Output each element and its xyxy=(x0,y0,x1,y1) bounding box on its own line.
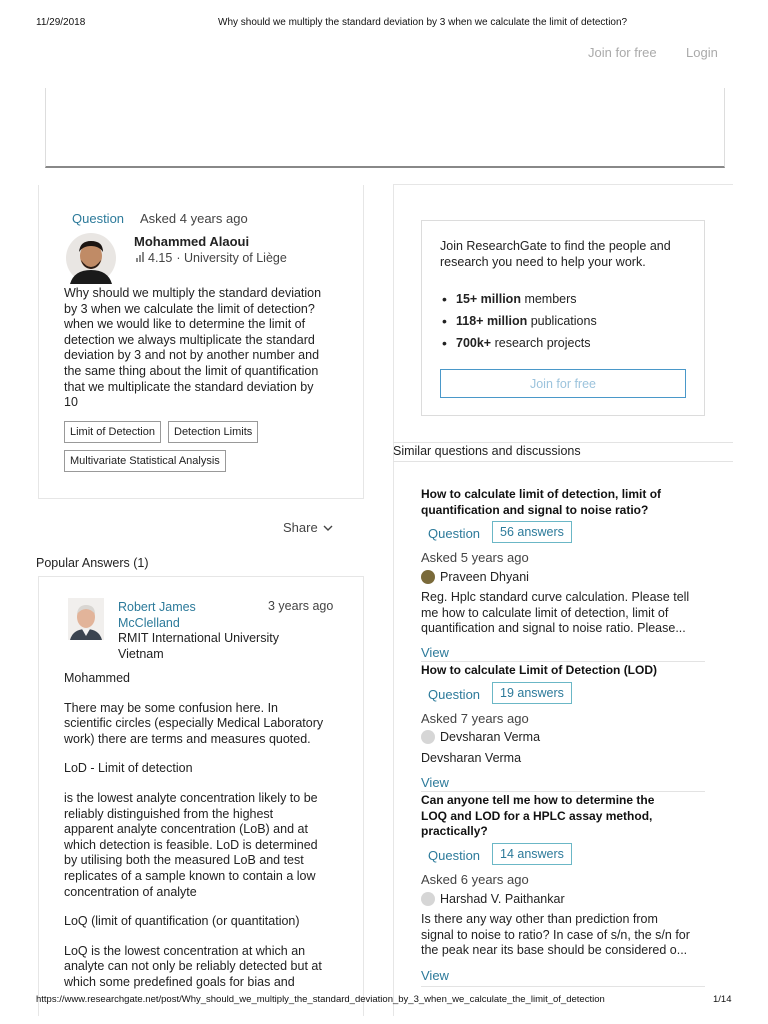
question-type-label: Question xyxy=(72,211,125,226)
similar-author[interactable]: Harshad V. Paithankar xyxy=(421,892,565,906)
similar-excerpt: Is there any way other than prediction from signal to noise to ratio? In case of s/n, the s/n for the peak near its base should be considered o... xyxy=(421,912,690,958)
join-for-free-link[interactable]: Join for free xyxy=(588,45,657,60)
similar-question-type: Question xyxy=(428,687,481,702)
user-avatar-icon xyxy=(421,730,435,744)
user-avatar-icon xyxy=(421,892,435,906)
answerer-name[interactable]: Robert James McClelland xyxy=(118,600,196,630)
view-link[interactable]: View xyxy=(421,775,449,790)
print-page-number: 1/14 xyxy=(713,994,732,1005)
login-link[interactable]: Login xyxy=(686,45,718,60)
similar-author[interactable]: Devsharan Verma xyxy=(421,730,540,744)
answers-count-badge[interactable]: 14 answers xyxy=(492,843,572,865)
share-label: Share xyxy=(283,520,318,535)
question-body: Why should we multiply the standard deviation by 3 when we calculate the limit of detection? when we would like to determine the limit of detection we always multiplicate the standard deviation by 3 and not by another number and the same thing about the limit of quantification that we multiplicate the standard deviation by 10 xyxy=(64,286,322,410)
tag-detection-limits[interactable]: Detection Limits xyxy=(168,421,258,443)
similar-question-type: Question xyxy=(428,526,481,541)
stat-publications: • 118+ million publications xyxy=(440,314,597,328)
question-author-name[interactable]: Mohammed Alaoui xyxy=(134,234,250,249)
answers-count-badge[interactable]: 56 answers xyxy=(492,521,572,543)
question-asked-time: Asked 4 years ago xyxy=(140,211,248,226)
stat-research-projects: • 700k+ research projects xyxy=(440,336,597,350)
similar-question-type: Question xyxy=(428,848,481,863)
answerer-avatar[interactable] xyxy=(68,598,104,640)
similar-asked-time: Asked 7 years ago xyxy=(421,711,529,726)
author-avatar[interactable] xyxy=(66,232,116,284)
tag-multivariate-statistical-analysis[interactable]: Multivariate Statistical Analysis xyxy=(64,450,226,472)
answer-body: Mohammed There may be some confusion here. In scientific circles (especially Medical Laboratory work) there are terms and measures quoted. LoD - Limit of detection is the lowest analyte concentration likely to be reliably distinguished from the highest apparent analyte concentration (LoB) and at which detection is feasible. LoD is determined by utilising both the measured LoB and test replicates of a sample known to contain a low concentration of analyte LoQ (limit of quantification (or quantitation) LoQ is the lowest concentration at which an analyte can not only be reliably detected but at which some predefined goals for bias and xyxy=(64,671,324,989)
join-intro: Join ResearchGate to find the people and research you need to help your work. xyxy=(440,239,671,269)
tag-limit-of-detection[interactable]: Limit of Detection xyxy=(64,421,161,443)
divider xyxy=(421,986,705,987)
join-for-free-button[interactable]: Join for free xyxy=(440,369,686,398)
score-bars-icon xyxy=(136,252,144,262)
print-date: 11/29/2018 xyxy=(36,17,86,28)
chevron-down-icon xyxy=(323,520,333,535)
similar-excerpt: Devsharan Verma xyxy=(421,751,522,765)
author-affiliation: · University of Liège xyxy=(176,251,287,265)
share-button[interactable] xyxy=(283,520,333,535)
divider xyxy=(393,442,733,443)
similar-heading: Similar questions and discussions xyxy=(393,444,581,458)
author-meta xyxy=(136,251,287,265)
divider xyxy=(393,461,733,462)
divider xyxy=(421,661,705,662)
author-score: 4.15 xyxy=(148,251,173,265)
answers-count-badge[interactable]: 19 answers xyxy=(492,682,572,704)
join-stats-list xyxy=(440,292,597,358)
answer-time: 3 years ago xyxy=(268,599,334,613)
stat-members: • 15+ million members xyxy=(440,292,597,306)
divider xyxy=(421,791,705,792)
similar-excerpt: Reg. Hplc standard curve calculation. Please tell me how to calculate limit of detection, limit of quantification and signal to noise ratio. Please... xyxy=(421,590,690,636)
similar-asked-time: Asked 5 years ago xyxy=(421,550,529,565)
popular-answers-heading: Popular Answers (1) xyxy=(36,556,149,570)
similar-question-title[interactable]: How to calculate limit of detection, limit of quantification and signal to noise ratio? xyxy=(421,487,662,517)
similar-author[interactable]: Praveen Dhyani xyxy=(421,570,529,584)
print-url: https://www.researchgate.net/post/Why_should_we_multiply_the_standard_deviation_by_3_when_we_calculate_the_limit_of_detection xyxy=(36,994,605,1005)
print-title: Why should we multiply the standard deviation by 3 when we calculate the limit of detection? xyxy=(218,17,628,28)
similar-asked-time: Asked 6 years ago xyxy=(421,872,529,887)
user-avatar-icon xyxy=(421,570,435,584)
similar-question-title[interactable]: How to calculate Limit of Detection (LOD) xyxy=(421,663,658,677)
answerer-institution: RMIT International University Vietnam xyxy=(118,631,279,661)
ad-banner-frame xyxy=(45,88,725,168)
similar-question-title[interactable]: Can anyone tell me how to determine the LOQ and LOD for a HPLC assay method, practically? xyxy=(421,793,655,838)
view-link[interactable]: View xyxy=(421,645,449,660)
view-link[interactable]: View xyxy=(421,968,449,983)
